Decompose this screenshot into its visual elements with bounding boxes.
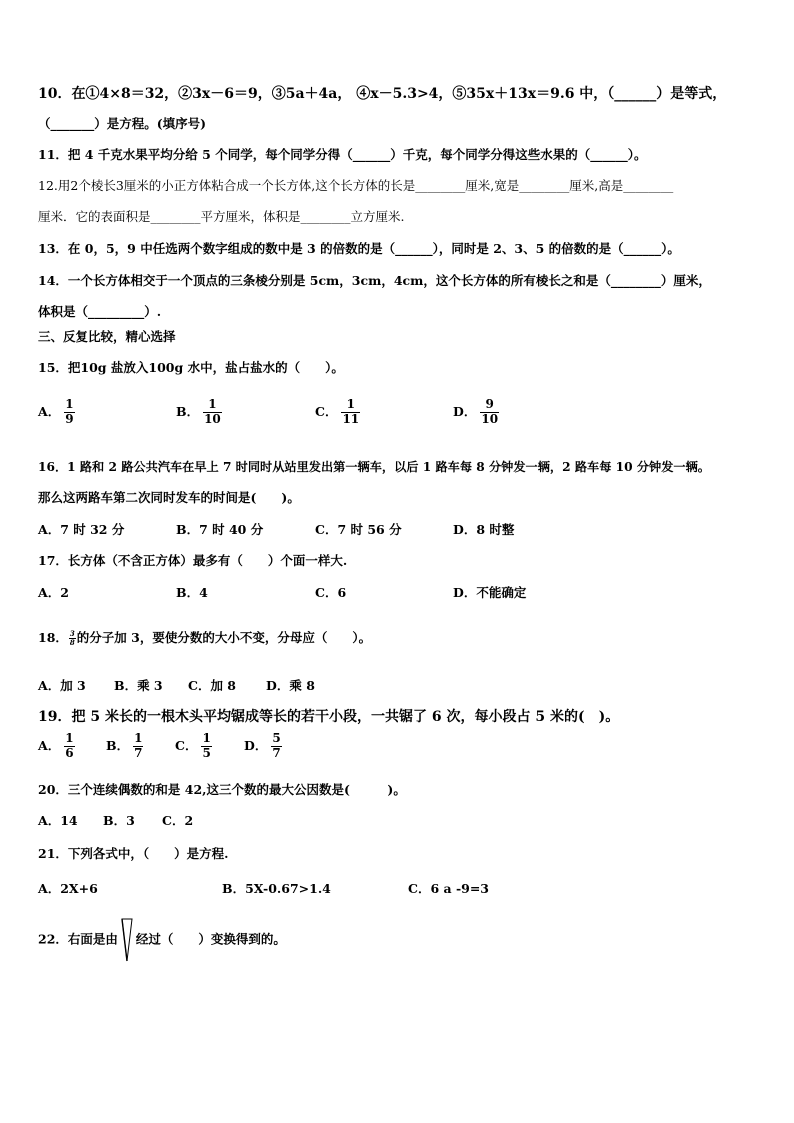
question-16-option-b: B．7 时 40 分	[176, 522, 264, 537]
question-15-option-b: B． $\frac{1}{10}$	[176, 397, 221, 426]
question-20-option-b: B．3	[103, 813, 135, 828]
fraction-3-8: $\frac{3}{8}$	[69, 628, 75, 647]
question-12-line-2: 厘米．它的表面积是________平方厘米，体积是________立方厘米.	[38, 209, 405, 224]
question-19-option-d: D． $\frac{5}{7}$	[244, 731, 281, 760]
question-15-option-d: D． $\frac{9}{10}$	[453, 397, 499, 426]
question-15-option-a: A． $\frac{1}{9}$	[38, 397, 74, 426]
question-16-line-1: 16．1 路和 2 路公共汽车在早上 7 时同时从站里发出第一辆车，以后 1 路车每 8 分钟发一辆，2 路车每 10 分钟发一辆。	[38, 460, 710, 474]
question-17-option-c: C．6	[315, 585, 347, 600]
question-17-stem: 17．长方体（不含正方体）最多有（ ）个面一样大.	[38, 553, 348, 568]
question-16-option-c: C．7 时 56 分	[315, 522, 402, 537]
question-16-line-2: 那么这两路车第二次同时发车的时间是( )。	[38, 490, 300, 505]
question-12-line-1: 12.用2个棱长3厘米的小正方体粘合成一个长方体,这个长方体的长是________厘米,宽是________厘米,高是________	[38, 178, 674, 193]
question-22-stem: 22．右面是由 经过（ ）变换得到的。	[38, 918, 286, 962]
question-18-stem: 18． $\frac{3}{8}$ 的分子加 3，要使分数的大小不变，分母应（ ）。	[38, 628, 372, 647]
question-10-line-2: （_______）是方程。(填序号)	[38, 116, 207, 131]
question-19-option-a: A． $\frac{1}{6}$	[38, 731, 74, 760]
question-19-option-b: B． $\frac{1}{7}$	[106, 731, 143, 760]
question-11: 11．把 4 千克水果平均分给 5 个同学，每个同学分得（______）千克，每个同学分得这些水果的（______）。	[38, 147, 647, 162]
question-19-option-c: C． $\frac{1}{5}$	[175, 731, 211, 760]
question-15-option-c: C． $\frac{1}{11}$	[315, 397, 360, 426]
question-20-option-a: A．14	[38, 813, 78, 828]
section-3-heading: 三、反复比较，精心选择	[38, 329, 176, 344]
question-21-option-a: A．2X+6	[38, 881, 98, 896]
question-20-option-c: C．2	[162, 813, 194, 828]
question-18-option-a: A．加 3	[38, 678, 86, 693]
question-20-stem: 20．三个连续偶数的和是 42,这三个数的最大公因数是( )。	[38, 782, 406, 797]
question-21-option-c: C．6 a -9=3	[408, 881, 490, 896]
question-17-option-b: B．4	[176, 585, 208, 600]
question-10-line-1: 10．在①4×8＝32，②3x－6＝9，③5a＋4a， ④x－5.3>4，⑤35x＋13x＝9.6 中，（______）是等式，	[38, 86, 727, 102]
question-17-option-d: D．不能确定	[453, 585, 527, 600]
question-14-line-2: 体积是（_________）.	[38, 304, 162, 319]
question-16-option-d: D．8 时整	[453, 522, 515, 537]
question-16-option-a: A．7 时 32 分	[38, 522, 125, 537]
question-21-stem: 21．下列各式中，（ ）是方程.	[38, 846, 229, 861]
question-15-stem: 15．把10g 盐放入100g 水中，盐占盐水的（ ）。	[38, 360, 344, 375]
question-19-stem: 19．把 5 米长的一根木头平均锯成等长的若干小段，一共锯了 6 次，每小段占 5 米的( )。	[38, 709, 620, 725]
question-18-option-c: C．加 8	[188, 678, 236, 693]
question-18-option-b: B．乘 3	[114, 678, 163, 693]
triangle-figure	[120, 918, 134, 962]
question-17-option-a: A．2	[38, 585, 69, 600]
question-21-option-b: B．5X-0.67>1.4	[222, 881, 331, 896]
question-18-option-d: D．乘 8	[266, 678, 315, 693]
question-13: 13．在 0，5，9 中任选两个数字组成的数中是 3 的倍数的是（______），同时是 2、3、5 的倍数的是（______）。	[38, 241, 680, 256]
question-14-line-1: 14．一个长方体相交于一个顶点的三条棱分别是 5cm，3cm，4cm，这个长方体的所有棱长之和是（________）厘米，	[38, 273, 711, 288]
